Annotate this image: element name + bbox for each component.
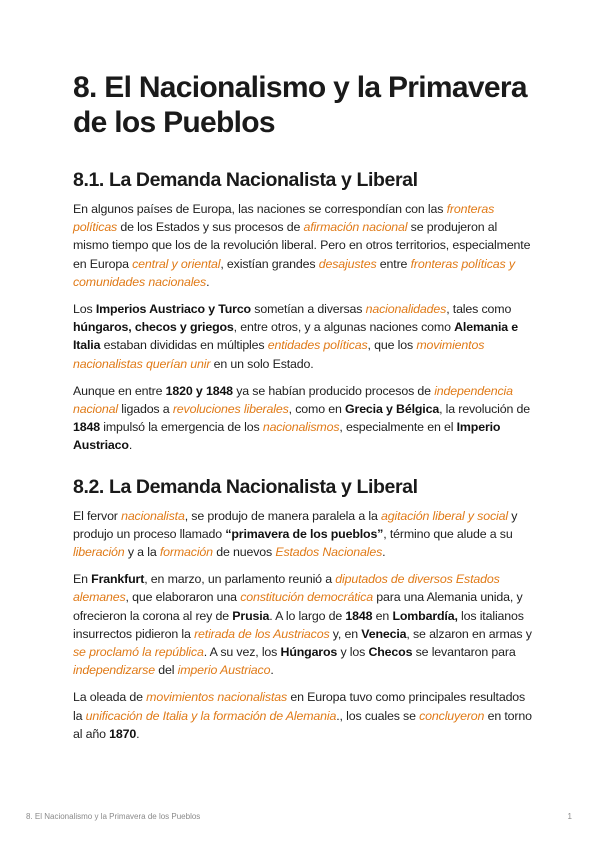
highlighted-term: constitución democrática bbox=[240, 590, 373, 605]
bold-term: Venecia bbox=[361, 626, 407, 641]
bold-term: 1848 bbox=[345, 608, 373, 623]
highlighted-term: desajustes bbox=[318, 256, 377, 271]
bold-term: Lombardía, bbox=[392, 608, 458, 623]
bold-term: Húngaros bbox=[280, 645, 338, 660]
paragraph: En Frankfurt, en marzo, un parlamento reunió a diputados de diversos Estados alemanes, que elaboraron una constitución democrática para una Alemania unida, y ofrecieron la corona al rey de Prusia. A lo largo de 1848 en Lombardía, los italianos insurrectos pidieron la retirada de los Austriacos y, en Venecia, se alzaron en armas y se proclamó la república. A su vez, los Húngaros y los Checos se levantaron para independizarse del imperio Austriaco. bbox=[73, 572, 532, 678]
bold-term: Frankfurt bbox=[91, 572, 145, 587]
bold-term: Imperio Austriaco bbox=[73, 420, 501, 453]
highlighted-term: independizarse bbox=[73, 663, 155, 678]
paragraph: El fervor nacionalista, se produjo de manera paralela a la agitación liberal y social y produjo un proceso llamado “primavera de los pueblos”, término que alude a su liberación y a la formación de nuevos Estados Nacionales. bbox=[73, 508, 518, 560]
section-heading-8-1: 8.1. La Demanda Nacionalista y Liberal bbox=[73, 169, 418, 191]
highlighted-term: unificación de Italia y la formación de Alemania bbox=[85, 708, 337, 723]
highlighted-term: agitación liberal y social bbox=[381, 508, 508, 523]
highlighted-term: fronteras políticas bbox=[73, 202, 495, 235]
highlighted-term: liberación bbox=[73, 545, 125, 560]
bold-term: Prusia bbox=[232, 608, 270, 623]
highlighted-term: movimientos nacionalistas querían unir bbox=[73, 338, 485, 371]
bold-term: Grecia y Bélgica bbox=[345, 402, 440, 417]
bold-term: “primavera de los pueblos” bbox=[225, 526, 384, 541]
bold-term: 1870 bbox=[109, 726, 137, 741]
highlighted-term: revoluciones liberales bbox=[172, 402, 289, 417]
paragraph: Aunque en entre 1820 y 1848 ya se habían producido procesos de independencia nacional ligados a revoluciones liberales, como en Grecia y Bélgica, la revolución de 1848 impulsó la emergencia de los nacionalismos, especialmente en el Imperio Austriaco. bbox=[73, 383, 531, 453]
highlighted-term: imperio Austriaco bbox=[177, 663, 271, 678]
section-heading-8-2: 8.2. La Demanda Nacionalista y Liberal bbox=[73, 475, 418, 498]
bold-term: húngaros, checos y griegos bbox=[73, 320, 234, 335]
highlighted-term: diputados de diversos Estados alemanes bbox=[73, 572, 500, 605]
page-content bbox=[73, 70, 533, 752]
bold-term: Alemania e Italia bbox=[73, 320, 519, 353]
highlighted-term: central y oriental bbox=[132, 256, 221, 271]
highlighted-term: entidades políticas bbox=[267, 338, 368, 353]
highlighted-term: fronteras políticas y comunidades nacionales bbox=[73, 256, 515, 289]
highlighted-term: concluyeron bbox=[419, 708, 485, 723]
paragraph: La oleada de movimientos nacionalistas en Europa tuvo como principales resultados la unificación de Italia y la formación de Alemania., los cuales se concluyeron en torno al año 1870. bbox=[73, 690, 532, 741]
highlighted-term: nacionalismos bbox=[262, 420, 340, 435]
highlighted-term: formación bbox=[159, 545, 213, 560]
highlighted-term: Estados Nacionales bbox=[275, 545, 383, 560]
highlighted-term: afirmación nacional bbox=[303, 220, 408, 235]
highlighted-term: nacionalidades bbox=[365, 302, 447, 317]
bold-term: Checos bbox=[368, 645, 413, 660]
paragraph: En algunos países de Europa, las naciones se correspondían con las fronteras políticas de los Estados y sus procesos de afirmación nacional se produjeron al mismo tiempo que los de la revolución liberal. Pero en otros territorios, especialmente en Europa central y oriental, existían grandes desajustes entre fronteras políticas y comunidades nacionales. bbox=[73, 202, 531, 289]
paragraph: Los Imperios Austriaco y Turco sometían a diversas nacionalidades, tales como húngaros, checos y griegos, entre otros, y a algunas naciones como Alemania e Italia estaban divididas en múltiples entidades políticas, que los movimientos nacionalistas querían unir en un solo Estado. bbox=[73, 302, 519, 371]
page-footer bbox=[26, 812, 572, 821]
highlighted-term: movimientos nacionalistas bbox=[146, 690, 288, 705]
page-title: 8. El Nacionalismo y la Primavera de los Pueblos bbox=[73, 71, 527, 139]
highlighted-term: nacionalista bbox=[121, 508, 185, 523]
highlighted-term: se proclamó la república bbox=[73, 645, 204, 660]
page-number: 1 bbox=[567, 812, 572, 821]
bold-term: Imperios Austriaco y Turco bbox=[95, 302, 251, 317]
highlighted-term: independencia nacional bbox=[73, 383, 513, 417]
bold-term: 1848 bbox=[73, 420, 100, 435]
bold-term: 1820 y 1848 bbox=[165, 383, 233, 398]
highlighted-term: retirada de los Austriacos bbox=[194, 626, 330, 641]
footer-title: 8. El Nacionalismo y la Primavera de los Pueblos bbox=[26, 812, 201, 821]
